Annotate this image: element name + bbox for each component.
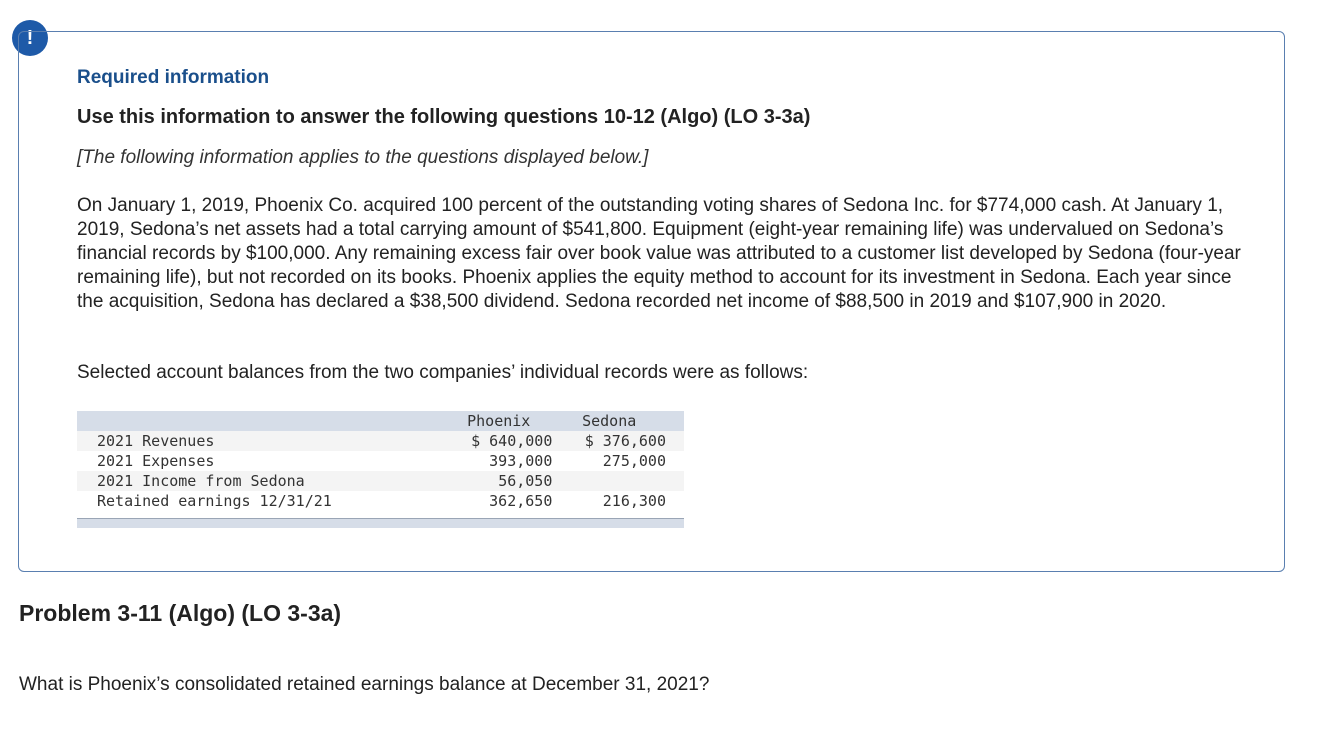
- row-label: 2021 Expenses: [97, 452, 215, 470]
- row-sedona-value: $ 376,600: [584, 432, 666, 450]
- account-balances-table: [77, 411, 684, 511]
- table-header-row: [77, 411, 684, 431]
- row-label: 2021 Income from Sedona: [97, 472, 305, 490]
- row-sedona-value: 216,300: [602, 492, 666, 510]
- applies-note: [The following information applies to the questions displayed below.]: [77, 147, 649, 168]
- table-row: [77, 471, 684, 491]
- table-row: [77, 491, 684, 511]
- table-footer-bar: [77, 518, 684, 528]
- problem-title: Problem 3-11 (Algo) (LO 3-3a): [19, 600, 342, 626]
- scenario-paragraph: On January 1, 2019, Phoenix Co. acquired 100 percent of the outstanding voting shares of Sedona Inc. for $774,000 cash. At January 1, 2019, Sedona’s net assets had a total carrying amount of $541,800. Equipment (eight-year remaining life) was undervalued on Sedona’s financial records by $100,000. Any remaining excess fair over book value was attributed to a customer list developed by Sedona (four-year remaining life), but not recorded on its books. Phoenix applies the equity method to account for its investment in Sedona. Each year since the acquisition, Sedona has declared a $38,500 dividend. Sedona recorded net income of $88,500 in 2019 and $107,900 in 2020.: [77, 195, 1241, 312]
- required-information-title: Required information: [77, 67, 270, 88]
- table-row: [77, 431, 684, 451]
- questions-heading: Use this information to answer the following questions 10-12 (Algo) (LO 3-3a): [77, 106, 811, 128]
- row-sedona-value: [552, 471, 684, 491]
- row-phoenix-value: 362,650: [489, 492, 553, 510]
- header-label: [77, 411, 445, 431]
- row-phoenix-value: 393,000: [489, 452, 553, 470]
- table-row: [77, 451, 684, 471]
- alert-icon: !: [12, 20, 48, 56]
- selected-balances-intro: Selected account balances from the two companies’ individual records were as follows:: [77, 362, 809, 383]
- row-sedona-value: 275,000: [602, 452, 666, 470]
- header-sedona: Sedona: [582, 412, 637, 430]
- header-phoenix: Phoenix: [467, 412, 531, 430]
- row-phoenix-value: $ 640,000: [471, 432, 553, 450]
- row-label: Retained earnings 12/31/21: [97, 492, 332, 510]
- row-phoenix-value: 56,050: [498, 472, 553, 490]
- question-text: What is Phoenix’s consolidated retained earnings balance at December 31, 2021?: [19, 674, 710, 695]
- row-label: 2021 Revenues: [97, 432, 215, 450]
